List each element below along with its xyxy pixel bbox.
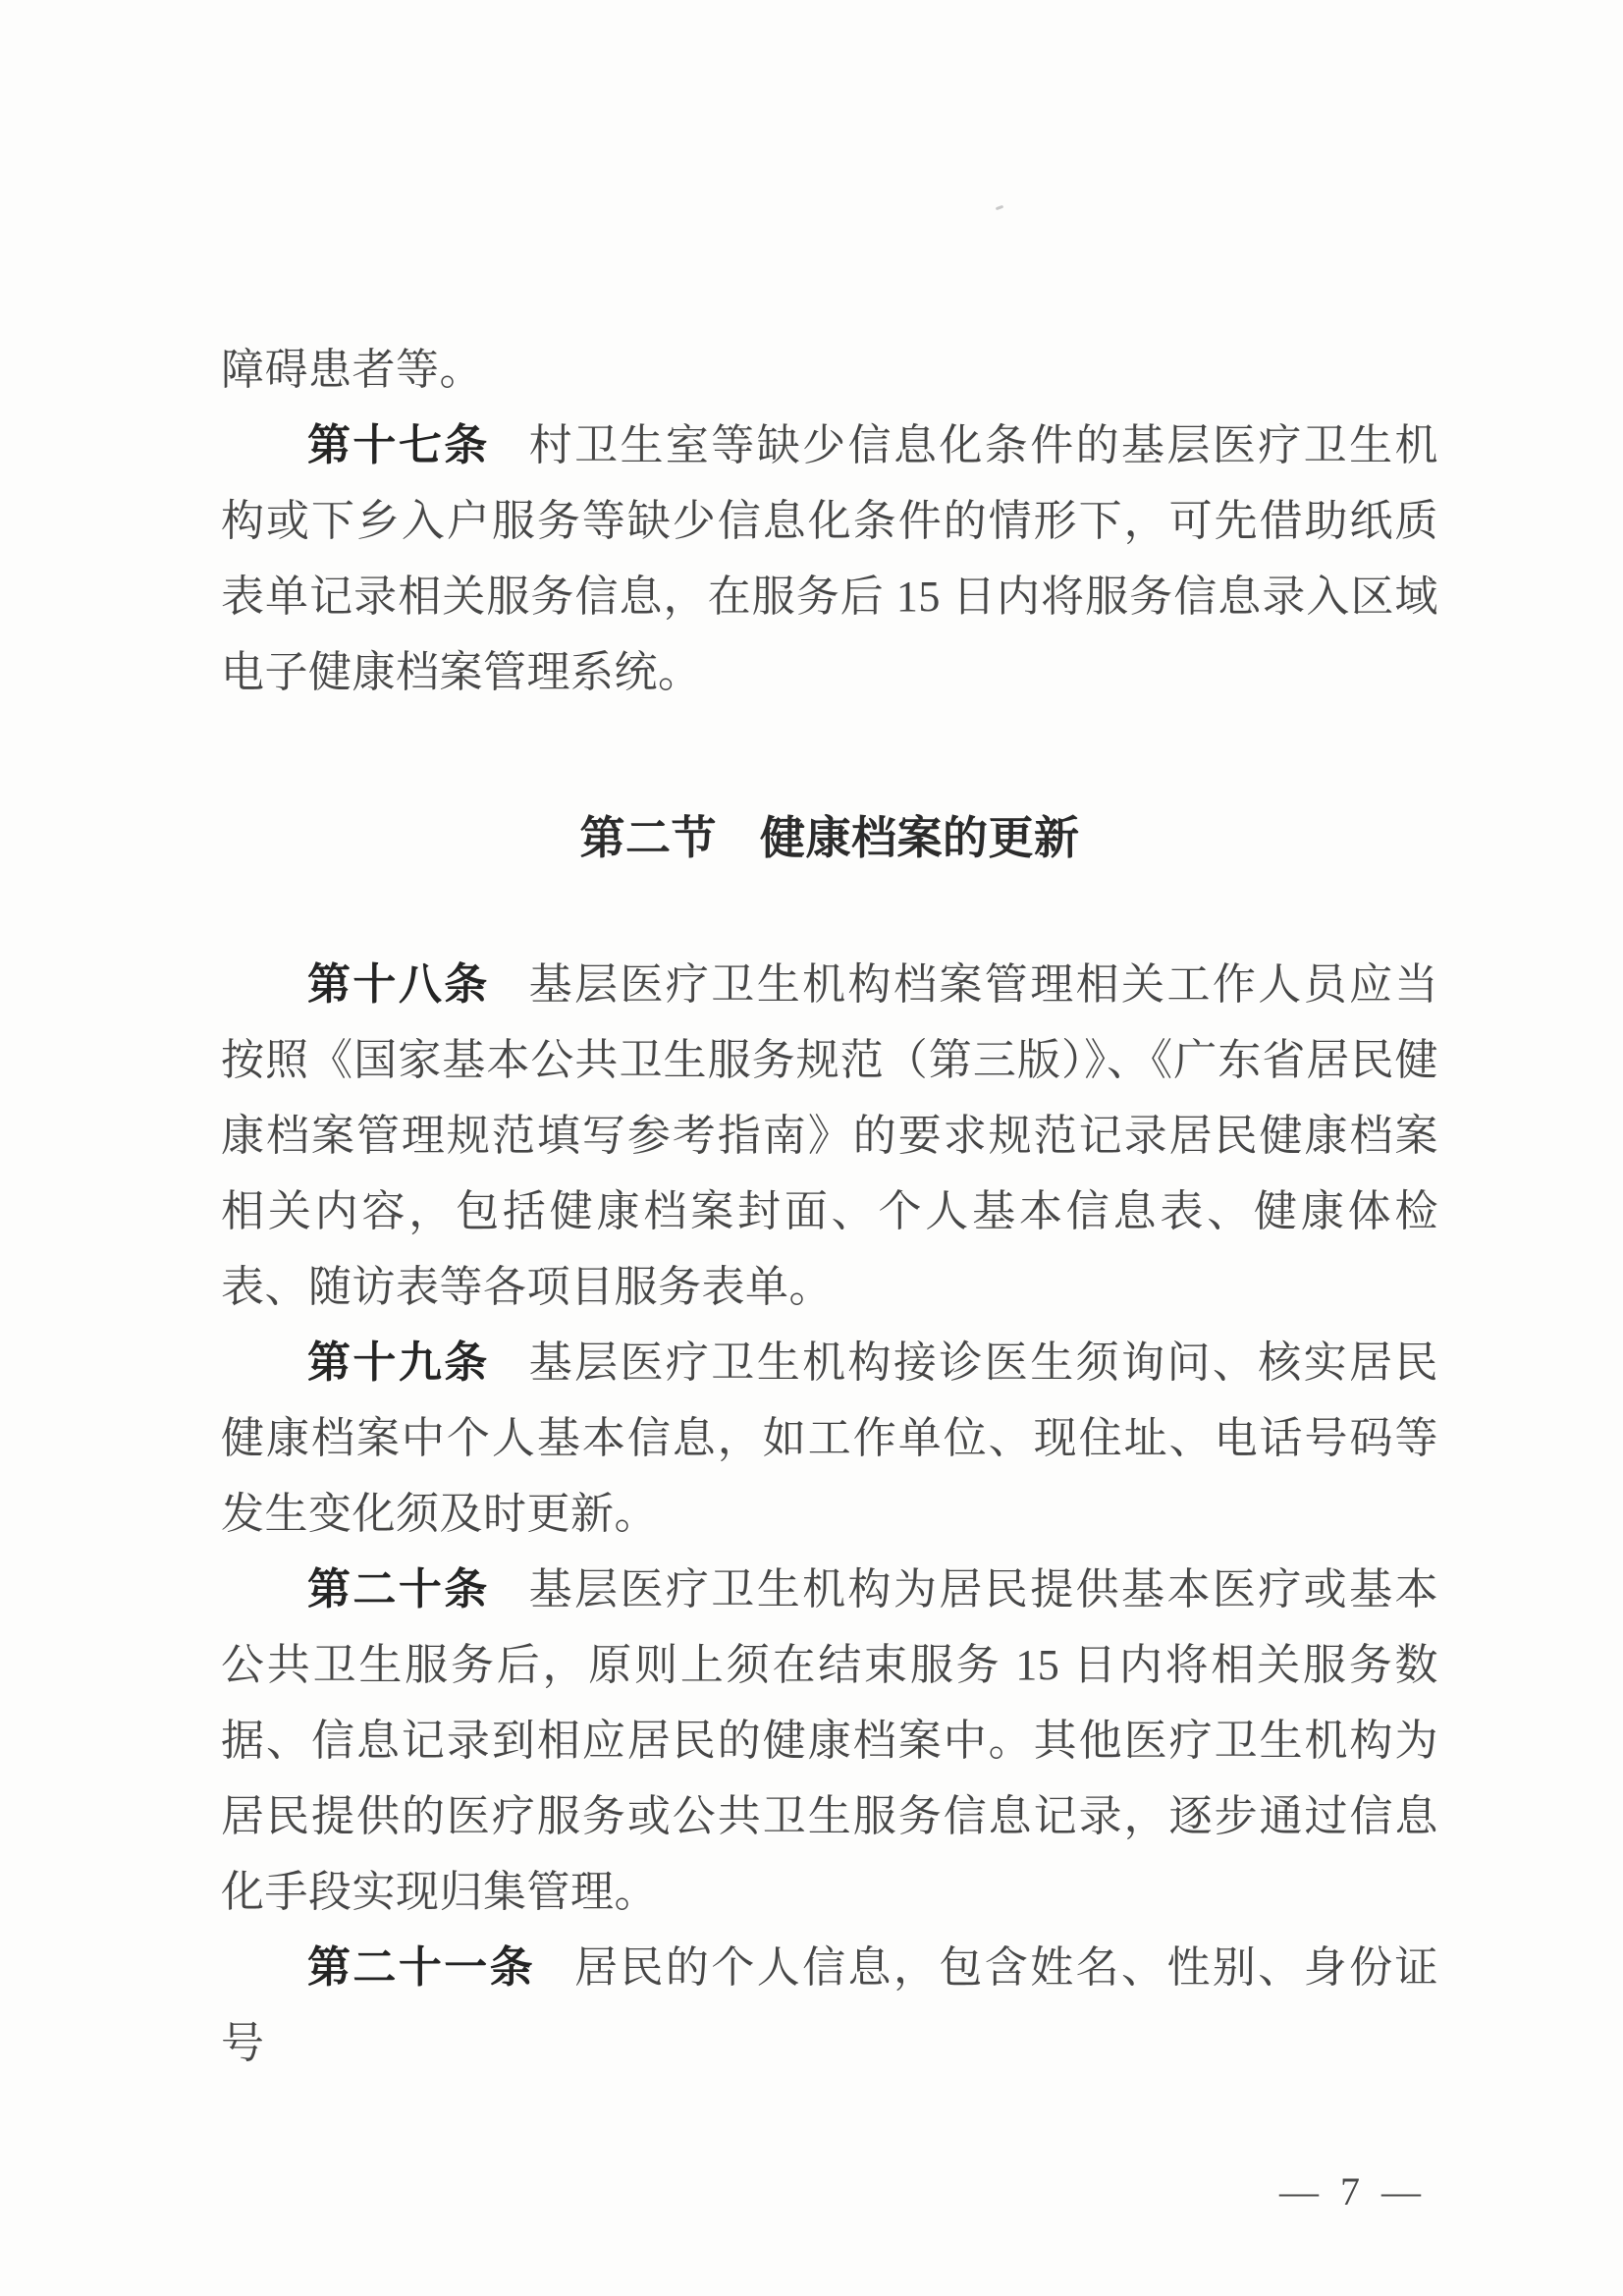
paragraph-article-17: [221, 408, 1438, 710]
article-20-label: 第二十条: [307, 1565, 490, 1613]
paragraph-article-18: [221, 947, 1438, 1325]
page-number: — 7 —: [1279, 2169, 1427, 2214]
paragraph-article-20: [221, 1552, 1438, 1930]
article-18-text: 基层医疗卫生机构档案管理相关工作人员应当按照《国家基本公共卫生服务规范（第三版）》、《广东省居民健康档案管理规范填写参考指南》的要求规范记录居民健康档案相关内容，包括健康档案封面、个人基本信息表、健康体检表、随访表等各项目服务表单。: [221, 960, 1439, 1311]
article-20-text: 基层医疗卫生机构为居民提供基本医疗或基本公共卫生服务后，原则上须在结束服务 15 日内将相关服务数据、信息记录到相应居民的健康档案中。其他医疗卫生机构为居民提供的医疗服务或公共卫生服务信息记录，逐步通过信息化手段实现归集管理。: [221, 1565, 1439, 1916]
document-body: [221, 332, 1438, 2081]
section-heading-title: 健康档案的更新: [760, 812, 1080, 863]
paragraph-continuation: [221, 332, 1438, 408]
article-19-label: 第十九条: [307, 1339, 490, 1387]
article-17-label: 第十七条: [307, 421, 490, 469]
section-heading: [221, 800, 1438, 876]
article-19-text: 基层医疗卫生机构接诊医生须询问、核实居民健康档案中个人基本信息，如工作单位、现住址、电话号码等发生变化须及时更新。: [221, 1339, 1439, 1538]
continuation-text: 障碍患者等。: [221, 346, 483, 394]
section-heading-label: 第二节: [579, 812, 717, 863]
paragraph-article-19: [221, 1325, 1438, 1552]
article-21-label: 第二十一条: [307, 1943, 536, 1992]
article-17-text: 村卫生室等缺少信息化条件的基层医疗卫生机构或下乡入户服务等缺少信息化条件的情形下，可先借助纸质表单记录相关服务信息，在服务后 15 日内将服务信息录入区域电子健康档案管理系统。: [221, 421, 1439, 696]
scan-artifact: [996, 205, 1004, 211]
article-21-text: 居民的个人信息，包含姓名、性别、身份证号: [221, 1943, 1439, 2067]
article-18-label: 第十八条: [307, 960, 490, 1009]
paragraph-article-21: [221, 1930, 1438, 2081]
